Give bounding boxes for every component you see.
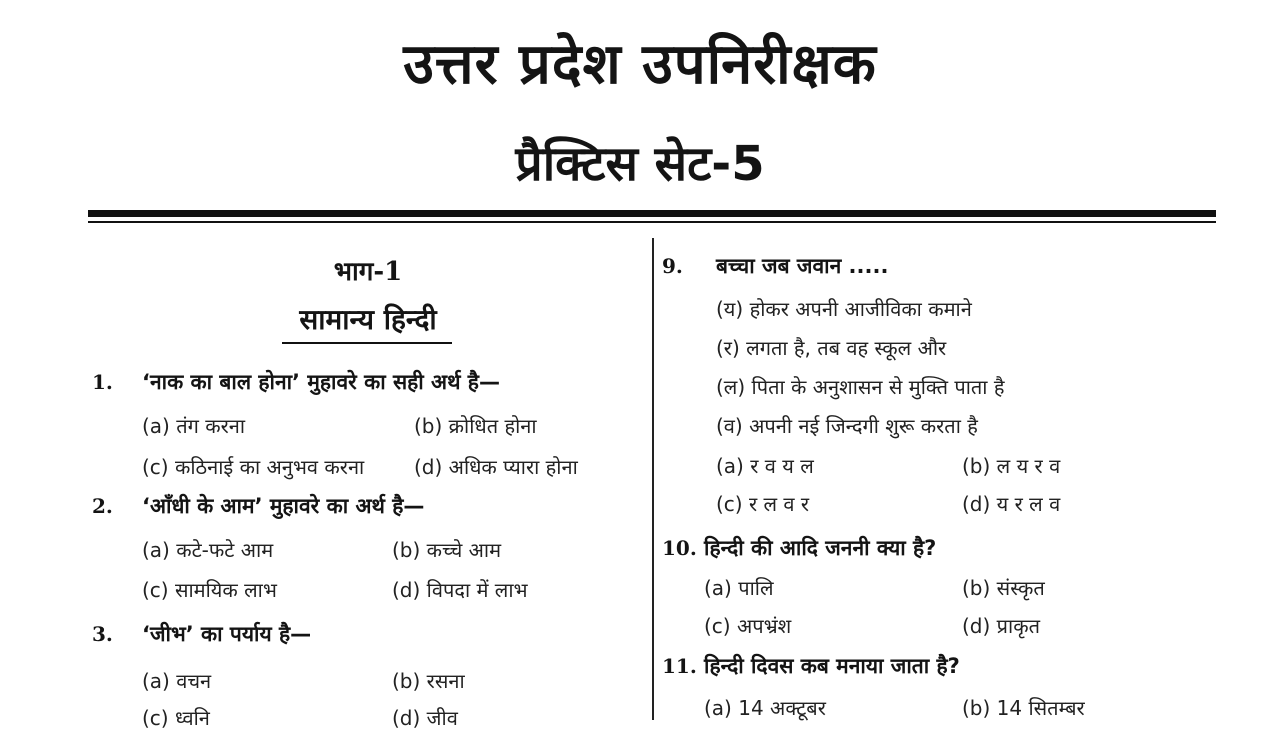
statement [716,295,972,322]
option-text: तंग करना [176,414,246,438]
question-number: 11. [662,654,697,678]
option-key: (b) [962,454,991,478]
option-text: र व य ल [750,454,814,478]
option-a [142,412,245,439]
option-key: (c) [704,614,731,638]
statement-key: (व) [716,414,743,438]
option-c [142,576,277,603]
option-key: (a) [142,669,170,693]
option-a [704,574,774,601]
option-c [704,612,791,639]
option-key: (c) [142,706,169,730]
statement-key: (य) [716,297,744,321]
option-text: र ल व र [748,492,810,516]
option-key: (d) [392,706,421,730]
option-key: (b) [962,576,991,600]
option-key: (c) [142,455,169,479]
option-text: 14 सितम्बर [996,696,1085,720]
question-number: 10. [662,536,697,560]
option-text: अपभ्रंश [736,614,792,638]
statement-key: (ल) [716,375,746,399]
option-key: (d) [962,614,991,638]
option-b [962,574,1045,601]
option-text: य र ल व [996,492,1061,516]
statement-text: होकर अपनी आजीविका कमाने [749,297,972,321]
option-d [962,612,1040,639]
option-text: संस्कृत [996,576,1045,600]
question-number: 3. [92,622,113,646]
option-a [704,694,826,721]
option-a [142,536,273,563]
option-key: (b) [392,538,421,562]
header-rule-thick [88,210,1216,217]
option-d [392,704,458,731]
option-key: (d) [392,578,421,602]
option-text: रसना [426,669,465,693]
question-number: 9. [662,254,683,278]
option-text: सामयिक लाभ [174,578,277,602]
option-b [392,536,501,563]
option-text: ध्वनि [174,706,210,730]
option-text: प्राकृत [996,614,1040,638]
option-text: पालि [738,576,774,600]
question-text: हिन्दी दिवस कब मनाया जाता है? [704,654,960,678]
option-key: (a) [716,454,744,478]
option-text: वचन [176,669,212,693]
option-text: क्रोधित होना [448,414,537,438]
option-a [716,452,814,479]
option-key: (d) [962,492,991,516]
option-b [414,412,537,439]
statement-text: पिता के अनुशासन से मुक्ति पाता है [751,375,1005,399]
page-title: उत्तर प्रदेश उपनिरीक्षक [403,32,877,97]
statement [716,373,1004,400]
question-text: ‘आँधी के आम’ मुहावरे का अर्थ है— [142,494,425,518]
option-d [414,453,578,480]
question-number: 2. [92,494,113,518]
question-number: 1. [92,370,113,394]
option-text: कटे-फटे आम [176,538,274,562]
question-text: हिन्दी की आदि जननी क्या है? [704,536,937,560]
section-part: भाग-1 [333,257,403,287]
statement [716,412,978,439]
section-subject-underline [282,342,452,344]
option-text: 14 अक्टूबर [738,696,826,720]
option-text: कठिनाई का अनुभव करना [174,455,365,479]
option-key: (b) [392,669,421,693]
column-divider [652,238,654,720]
option-key: (c) [716,492,743,516]
question-text: ‘जीभ’ का पर्याय है— [142,622,312,646]
option-a [142,667,211,694]
option-text: कच्चे आम [426,538,502,562]
option-b [962,694,1085,721]
option-b [392,667,465,694]
statement-key: (र) [716,336,740,360]
statement-text: लगता है, तब वह स्कूल और [746,336,947,360]
question-text: बच्चा जब जवान ..... [716,254,889,278]
option-text: जीव [426,706,458,730]
question-text: ‘नाक का बाल होना’ मुहावरे का सही अर्थ है— [142,370,500,394]
option-c [142,453,364,480]
option-b [962,452,1060,479]
page-subtitle: प्रैक्टिस सेट-5 [515,136,765,192]
option-text: ल य र व [996,454,1061,478]
option-key: (a) [704,696,732,720]
option-text: विपदा में लाभ [426,578,528,602]
option-d [962,490,1060,517]
statement [716,334,946,361]
option-key: (a) [704,576,732,600]
option-c [716,490,809,517]
header-rule-thin [88,221,1216,223]
option-key: (b) [414,414,443,438]
section-subject: सामान्य हिन्दी [299,303,437,336]
option-c [142,704,210,731]
option-key: (d) [414,455,443,479]
option-key: (a) [142,538,170,562]
option-d [392,576,528,603]
option-text: अधिक प्यारा होना [448,455,578,479]
option-key: (b) [962,696,991,720]
statement-text: अपनी नई जिन्दगी शुरू करता है [749,414,978,438]
option-key: (c) [142,578,169,602]
option-key: (a) [142,414,170,438]
